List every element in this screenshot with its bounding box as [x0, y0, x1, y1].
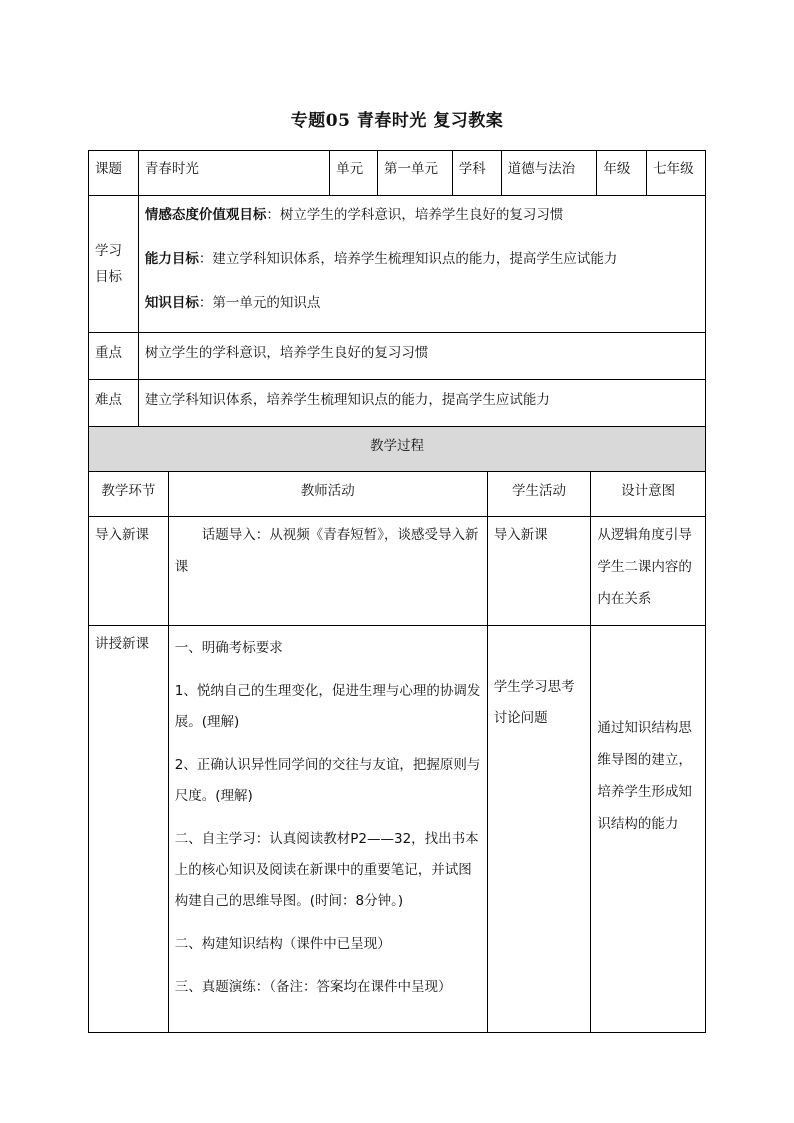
teach-line-4: 二、自主学习：认真阅读教材P2——32，找出书本上的核心知识及阅读在新课中的重要笔记，并试图构建自己的思维导图。(时间：8分钟。) — [174, 831, 479, 909]
goal-knowledge — [145, 292, 699, 314]
goal-knowledge-key: 知识目标 — [144, 295, 199, 311]
info-row — [89, 151, 705, 196]
difficulty-label: 难点 — [89, 380, 139, 426]
goals-label-line-2: 目标 — [95, 269, 122, 285]
teach-student: 学生学习思考讨论问题 — [488, 626, 592, 1032]
grade-value: 七年级 — [653, 161, 694, 177]
goals-label — [89, 196, 139, 332]
subject-label: 学科 — [453, 151, 502, 195]
goals-row — [89, 196, 705, 333]
grade-label: 年级 — [597, 151, 647, 195]
teach-teacher — [169, 626, 488, 1032]
intro-student: 导入新课 — [488, 517, 592, 625]
teach-line-2: 1、悦纳自己的生理变化，促进生理与心理的协调发展。(理解) — [174, 683, 481, 730]
teach-line-1: 一、明确考标要求 — [174, 640, 283, 656]
goal-attitude — [145, 204, 699, 226]
intro-stage: 导入新课 — [89, 517, 169, 625]
key-point-label: 重点 — [89, 333, 139, 379]
goals-content — [139, 196, 705, 332]
intro-row — [89, 517, 705, 626]
intro-intent: 从逻辑角度引导学生二课内容的内在关系 — [597, 527, 692, 607]
subject-value: 道德与法治 — [502, 151, 598, 195]
goal-ability-text: ：建立学科知识体系，培养学生梳理知识点的能力，提高学生应试能力 — [198, 251, 618, 267]
header-student: 学生活动 — [488, 472, 592, 516]
teach-stage: 讲授新课 — [89, 626, 169, 1032]
process-title: 教学过程 — [370, 438, 424, 454]
difficulty-row — [89, 380, 705, 427]
key-point-text: 树立学生的学科意识，培养学生良好的复习习惯 — [144, 345, 429, 361]
teach-row — [89, 626, 705, 1033]
intro-teacher: 话题导入：从视频《青春短暂》，谈感受导入新课 — [169, 517, 488, 625]
goal-attitude-key: 情感态度价值观目标 — [144, 207, 267, 223]
goal-attitude-text: ：树立学生的学科意识，培养学生良好的复习习惯 — [266, 207, 564, 223]
header-stage: 教学环节 — [89, 472, 169, 516]
header-intent: 设计意图 — [621, 483, 676, 499]
goals-label-line-1: 学习 — [95, 243, 122, 259]
lesson-plan-table — [88, 150, 706, 1033]
page-title: 专题05 青春时光 复习教案 — [290, 111, 504, 131]
goal-knowledge-text: ：第一单元的知识点 — [198, 295, 321, 311]
teach-line-5: 二、构建知识结构（课件中已呈现） — [174, 936, 391, 952]
teach-intent: 通过知识结构思维导图的建立，培养学生形成知识结构的能力 — [597, 720, 692, 832]
topic-label: 课题 — [89, 151, 139, 195]
topic-value: 青春时光 — [139, 151, 330, 195]
goal-ability-key: 能力目标 — [144, 251, 199, 267]
unit-label: 单元 — [330, 151, 378, 195]
teach-line-3: 2、正确认识异性同学间的交往与友谊，把握原则与尺度。(理解) — [174, 757, 481, 804]
unit-value: 第一单元 — [378, 151, 453, 195]
process-title-row — [89, 427, 705, 472]
difficulty-text: 建立学科知识体系，培养学生梳理知识点的能力，提高学生应试能力 — [144, 392, 550, 408]
key-point-row — [89, 333, 705, 380]
header-teacher: 教师活动 — [169, 472, 488, 516]
teach-line-6: 三、真题演练：（备注：答案均在课件中呈现） — [174, 979, 452, 995]
goal-ability — [145, 248, 699, 270]
process-header-row — [89, 472, 705, 517]
